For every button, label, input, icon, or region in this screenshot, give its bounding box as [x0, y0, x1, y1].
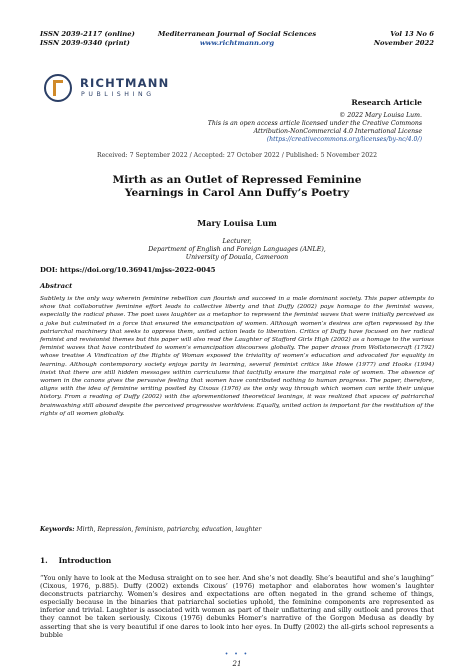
- issn-print: ISSN 2039-9340 (print): [40, 38, 130, 47]
- keywords-label: Keywords:: [40, 526, 75, 533]
- publisher-subtitle: PUBLISHING: [81, 91, 155, 98]
- section-heading: [40, 556, 111, 565]
- license-line-2: Attribution-NonCommercial 4.0 International License: [253, 127, 422, 135]
- volume-label: Vol 13 No 6: [390, 30, 434, 38]
- publisher-logo: [44, 74, 170, 106]
- title-line-2: Yearnings in Carol Ann Duffy’s Poetry: [124, 187, 350, 199]
- section-title: Introduction: [58, 556, 112, 565]
- abstract-heading: Abstract: [40, 282, 73, 290]
- publisher-name: RICHTMANN: [80, 76, 170, 90]
- keywords-list: Mirth, Repression, feminism, patriarchy, education, laughter: [76, 526, 262, 533]
- license-link[interactable]: (https://creativecommons.org/licenses/by-nc/4.0/): [266, 135, 422, 143]
- title-line-1: Mirth as an Outlet of Repressed Feminine: [112, 174, 362, 186]
- body-paragraph: “You only have to look at the Medusa straight on to see her. And she’s not deadly. She’s beautiful and she’s laughing” (Cixous, 1976, p.885). Duffy (2002) extends Cixous’ (1976) metaphor and elaborates how women’s laughter deconstructs patriarchy. Women’s desires and expectations are often negated in the grand scheme of things, especially because in the binaries that patriarchal societies uphold, the feminine components are represented as inferior and trivial. Laughter is associated with women as part of their unflattering and silly outlook and proves that they cannot be taken seriously. Cixous (1976) debunks Homer’s narrative of the Gorgon Medusa as deadly by asserting that she is very beautiful if one dares to look into her eyes. In Duffy (2002) the all-girls school represents a bubble: [40, 574, 434, 639]
- journal-url-link[interactable]: www.richtmann.org: [199, 38, 275, 47]
- author-university: University of Douala, Cameroon: [185, 254, 289, 262]
- issue-date: November 2022: [373, 38, 434, 47]
- article-type: Research Article: [351, 98, 422, 107]
- issn-online: ISSN 2039-2117 (online): [40, 30, 135, 38]
- running-header: [40, 30, 434, 56]
- author-department: Department of English and Foreign Languages (ANLE),: [148, 246, 326, 254]
- author-name: Mary Louisa Lum: [197, 218, 277, 228]
- author-affiliation: [80, 238, 394, 263]
- page-number: 21: [232, 660, 242, 668]
- doi-link[interactable]: DOI: https://doi.org/10.36941/mjss-2022-0045: [40, 266, 216, 274]
- keywords: [40, 526, 434, 533]
- license-line-1: This is an open access article licensed under the Creative Commons: [207, 119, 422, 127]
- author-role: Lecturer,: [222, 238, 252, 245]
- license-block: [132, 112, 422, 144]
- abstract-text: Subtlety is the only way wherein feminine rebellion can flourish and succeed in a male dominant society. This paper attempts to show that collaborative feminine effort leads to collective liberty and that Duffy (2002) pays homage to the feminist waves, especially the radical phase. The poet uses laughter as a metaphor to represent the feminist waves that were initially perceived as a joke but culminated in a force that ensured the emancipation of women. Although women’s desires are often repressed by the patriarchal machinery that seeks to oppress them, united action leads to liberation. Critics of Duffy have focused on her radical feminist and revisionist themes but this paper will also read the Laughter of Stafford Girls High (2002) as a homage to the various feminist waves that have contributed to women’s emancipation discourses globally. The paper draws from Wollstonecraft (1792) whose treatise A Vindication of the Rights of Woman exposed the triviality of women’s education and advocated for equality in learning. Although contemporary society enjoys parity in learning, several feminist critics like Howe (1977) and Hooks (1994) insist that there are still hidden messages within curriculums that tactfully ensure the marginal role of women. The absence of women in the canons gives the pervasive feeling that women have contributed nothing to human progress. The paper, therefore, aligns with the idea of feminine writing posited by Cixous (1976) as the only way through which women can write their unique history. From a reading of Duffy (2002) with the aforementioned theoretical leanings, it was realized that spaces of patriarchal brainwashing still abound despite the perceived progressive worldview. Equally, united action is important for the restitution of the rights of all women globally.: [40, 296, 434, 417]
- journal-name: Mediterranean Journal of Social Sciences: [157, 30, 317, 38]
- volume-block: [374, 30, 434, 47]
- page-ornament: • • •: [224, 651, 250, 658]
- paper-title: [60, 174, 414, 200]
- publication-dates: Received: 7 September 2022 / Accepted: 27 October 2022 / Published: 5 November 2022: [96, 152, 378, 159]
- richtmann-logo-icon: [44, 74, 72, 102]
- copyright-line: © 2022 Mary Louisa Lum.: [339, 112, 422, 119]
- section-number: 1.: [40, 556, 48, 565]
